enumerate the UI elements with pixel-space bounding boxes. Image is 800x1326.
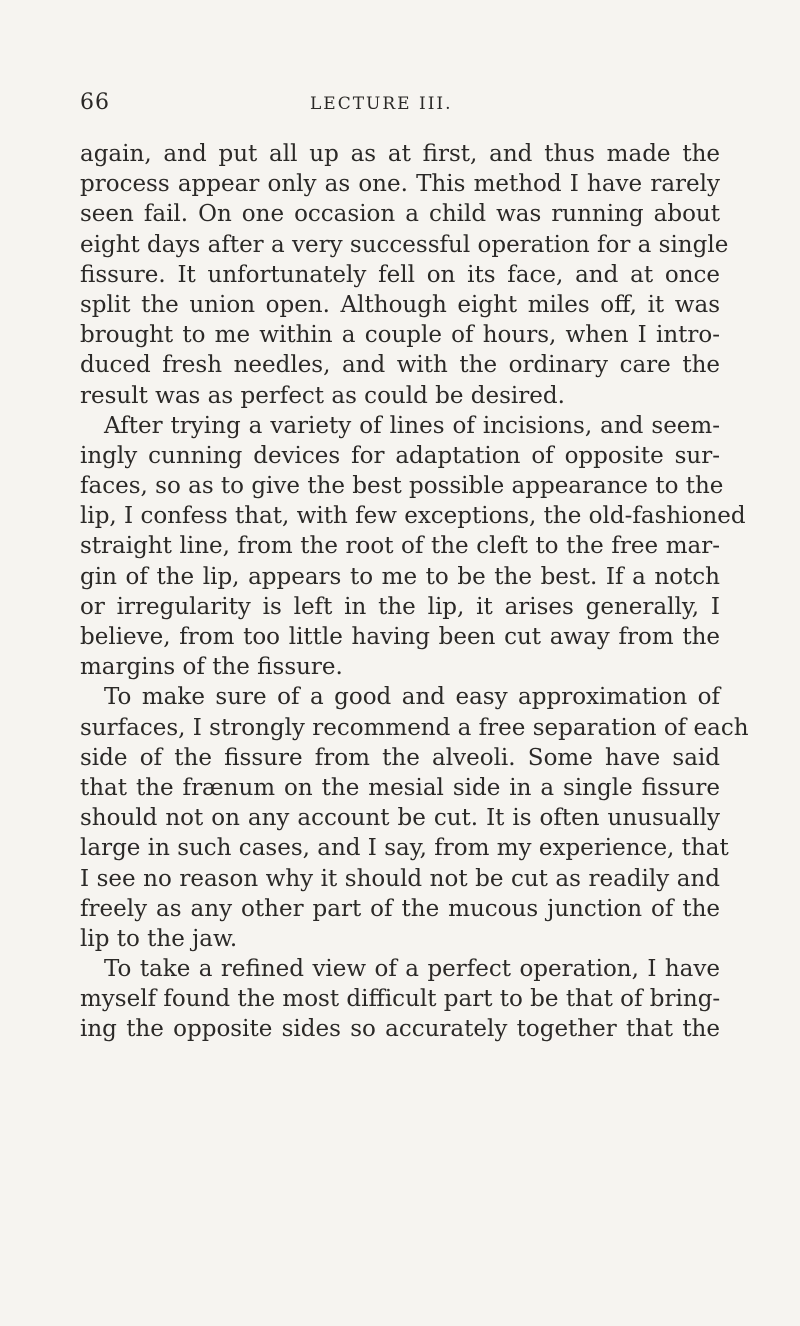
- running-head: [80, 90, 720, 120]
- text-line: margins of the fissure.: [80, 654, 343, 681]
- text-line: again, and put all up as at first, and thus made the: [80, 141, 720, 167]
- text-line: result was as perfect as could be desired.: [80, 382, 565, 409]
- text-line: I see no reason why it should not be cut as readily and: [80, 865, 720, 892]
- text-line: To make sure of a good and easy approximation of: [104, 684, 720, 711]
- text-line: or irregularity is left in the lip, it arises generally, I: [80, 593, 720, 620]
- text-line: believe, from too little having been cut away from the: [80, 624, 720, 650]
- page-number: 66: [80, 90, 110, 115]
- text-line: that the frænum on the mesial side in a single fissure: [80, 774, 720, 801]
- text-line: large in such cases, and I say, from my experience, that: [80, 835, 729, 862]
- text-line: ingly cunning devices for adaptation of opposite sur-: [80, 442, 720, 469]
- text-line: gin of the lip, appears to me to be the best. If a notch: [80, 563, 720, 590]
- text-line: side of the fissure from the alveoli. Some have said: [80, 744, 720, 771]
- text-line: seen fail. On one occasion a child was running about: [80, 201, 720, 228]
- text-line: eight days after a very successful operation for a single: [80, 231, 729, 258]
- text-line: lip to the jaw.: [80, 925, 238, 952]
- text-line: brought to me within a couple of hours, when I intro-: [80, 322, 720, 349]
- text-line: process appear only as one. This method I have rarely: [80, 171, 720, 198]
- body-text: [80, 139, 749, 1045]
- text-line: myself found the most difficult part to be that of bring-: [80, 986, 721, 1013]
- text-line: To take a refined view of a perfect operation, I have: [104, 956, 720, 983]
- text-line: fissure. It unfortunately fell on its face, and at once: [80, 261, 720, 288]
- text-line: straight line, from the root of the cleft to the free mar-: [80, 533, 720, 560]
- text-line: faces, so as to give the best possible appearance to the: [80, 473, 724, 500]
- chapter-title: LECTURE III.: [310, 94, 453, 114]
- text-line: duced fresh needles, and with the ordinary care the: [80, 352, 720, 379]
- text-line: ing the opposite sides so accurately together that the: [80, 1016, 720, 1043]
- text-line: should not on any account be cut. It is often unusually: [80, 805, 720, 832]
- text-line: surfaces, I strongly recommend a free separation of each: [80, 714, 749, 741]
- text-line: lip, I confess that, with few exceptions, the old-fashioned: [80, 503, 746, 530]
- text-line: After trying a variety of lines of incisions, and seem-: [104, 412, 720, 439]
- text-line: freely as any other part of the mucous junction of the: [80, 895, 720, 922]
- text-line: split the union open. Although eight miles off, it was: [80, 291, 720, 318]
